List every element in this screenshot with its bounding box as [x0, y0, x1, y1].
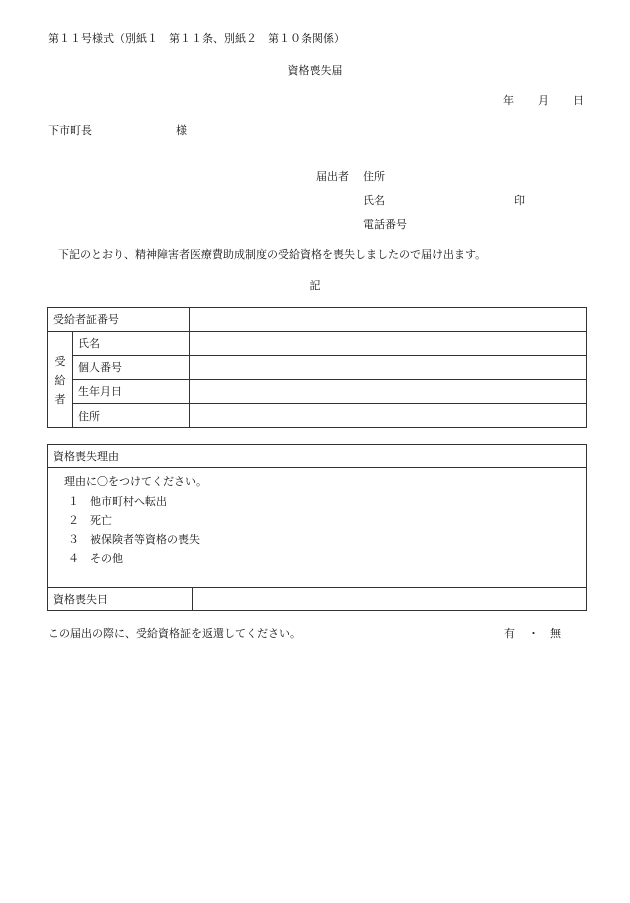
- addressee-suffix: 様: [176, 124, 187, 137]
- reason-text: その他: [90, 552, 123, 565]
- address-row-label: 住所: [78, 410, 100, 423]
- loss-reason-header: 資格喪失理由: [53, 450, 119, 463]
- cert-number-label: 受給者証番号: [53, 313, 119, 326]
- applicant-address-label: 住所: [363, 170, 385, 183]
- reason-option[interactable]: [64, 514, 207, 528]
- group-char: 受: [54, 354, 66, 368]
- group-char: 給: [54, 373, 66, 387]
- recipient-group-label: [48, 332, 72, 428]
- reason-number: ３: [68, 533, 79, 546]
- form-number: 第１１号様式（別紙１ 第１１条、別紙２ 第１０条関係）: [48, 32, 345, 45]
- date-year-label: 年: [503, 94, 514, 107]
- group-char: 者: [54, 392, 66, 406]
- table-row-divider: [48, 467, 586, 468]
- loss-reason-table: [47, 444, 587, 611]
- seal-mark: 印: [514, 194, 525, 207]
- reason-text: 死亡: [90, 514, 112, 527]
- addressee: 下市町長: [48, 124, 92, 137]
- applicant-phone-label: 電話番号: [363, 218, 407, 231]
- reason-instruction: 理由に〇をつけてください。: [64, 475, 207, 488]
- option-separator: ・: [528, 627, 539, 640]
- reason-option[interactable]: [64, 495, 207, 509]
- reason-text: 被保険者等資格の喪失: [90, 533, 200, 546]
- personal-number-field[interactable]: [190, 356, 586, 379]
- reason-option[interactable]: [64, 533, 207, 547]
- loss-date-field[interactable]: [193, 588, 586, 610]
- date-month-label: 月: [538, 94, 549, 107]
- table-column-divider: [72, 331, 73, 427]
- document-title: 資格喪失届: [287, 64, 343, 77]
- name-row-label: 氏名: [78, 337, 100, 350]
- birthdate-row-label: 生年月日: [78, 385, 122, 398]
- reason-number: ２: [68, 514, 79, 527]
- birthdate-field[interactable]: [190, 380, 586, 403]
- declaration-statement: 下記のとおり、精神障害者医療費助成制度の受給資格を喪失しましたので届け出ます。: [58, 248, 487, 261]
- recipient-table: [47, 307, 587, 428]
- return-certificate-note: この届出の際に、受給資格証を返還してください。: [48, 627, 301, 640]
- option-no[interactable]: 無: [550, 627, 561, 640]
- date-day-label: 日: [573, 94, 584, 107]
- ki-heading: 記: [309, 279, 321, 292]
- cert-number-field[interactable]: [190, 308, 586, 331]
- applicant-label: 届出者: [316, 170, 349, 183]
- loss-date-label: 資格喪失日: [53, 593, 108, 606]
- reason-text: 他市町村へ転出: [90, 495, 167, 508]
- reason-option[interactable]: [64, 552, 207, 566]
- option-yes[interactable]: 有: [504, 627, 515, 640]
- applicant-name-label: 氏名: [363, 194, 385, 207]
- name-field[interactable]: [190, 332, 586, 355]
- reason-number: １: [68, 495, 79, 508]
- personal-number-row-label: 個人番号: [78, 361, 122, 374]
- reason-list: [64, 475, 207, 571]
- reason-number: ４: [68, 552, 79, 565]
- address-field[interactable]: [190, 404, 586, 427]
